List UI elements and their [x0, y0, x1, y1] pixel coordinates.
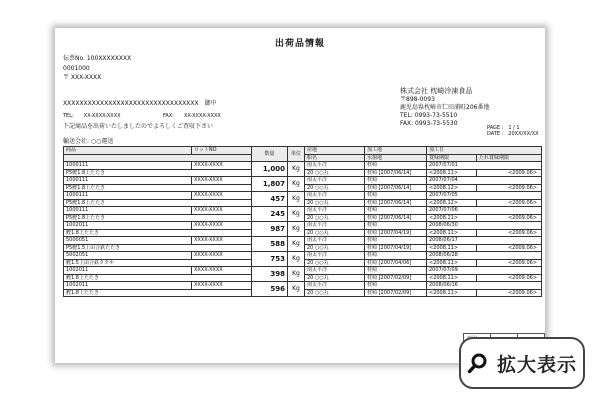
processing-place: 枕崎	[365, 282, 427, 290]
lot-number: XXXX-XXXX	[192, 267, 252, 275]
landing-place: 枕崎 [2007/06/14]	[365, 199, 427, 207]
product-code: 1000111	[64, 207, 192, 215]
lot-number: XXXX-XXXX	[192, 282, 252, 290]
product-name: P5鰹1.8上たたき	[64, 214, 252, 222]
product-code: 5000051	[64, 237, 192, 245]
sauce-best-before: <2009.06>	[477, 214, 542, 222]
landing-place: 枕崎 [2007/06/14]	[365, 169, 427, 177]
quantity: 1,000	[252, 162, 288, 177]
sauce-best-before: <2009.06>	[477, 199, 542, 207]
header-best-before: 賞味期限	[427, 154, 477, 162]
lot-number: XXXX-XXXX	[192, 177, 252, 185]
processing-place: 枕崎	[365, 207, 427, 215]
company-postal: 〒898-0093	[400, 96, 435, 103]
ship-name: 20 ○○丸	[305, 244, 365, 252]
header-qty: 数量	[252, 147, 288, 162]
product-code: 1000111	[64, 192, 192, 200]
product-name: P5鰹1.8上たたき	[64, 169, 252, 177]
company-name: 株式会社 枕崎冷凍食品	[400, 87, 473, 95]
header-proc-place: 加工地	[365, 147, 427, 155]
processing-date: 2007/07/06	[427, 207, 542, 215]
header-ship-name: 船名	[305, 154, 365, 162]
processing-date: 2007/07/05	[427, 192, 542, 200]
quantity: 588	[252, 237, 288, 252]
processing-date: 2008/06/17	[427, 237, 542, 245]
landing-place: 枕崎 [2007/02/09]	[365, 289, 427, 297]
unit: Kg	[288, 162, 305, 177]
unit: Kg	[288, 267, 305, 282]
table-row	[64, 282, 542, 290]
unit: Kg	[288, 222, 305, 237]
origin: 南太平洋	[305, 222, 365, 230]
quantity: 245	[252, 207, 288, 222]
customer-code: 0001000	[63, 65, 90, 72]
sauce-best-before: <2009.06>	[477, 274, 542, 282]
processing-date: 2007/07/04	[427, 177, 542, 185]
lot-number: XXXX-XXXX	[192, 162, 252, 170]
origin: 南太平洋	[305, 237, 365, 245]
landing-place: 枕崎 [2007/04/06]	[365, 259, 427, 267]
table-row	[64, 237, 542, 245]
document-title: 出荷品情報	[274, 39, 325, 49]
addressee: XXXXXXXXXXXXXXXXXXXXXXXXXXXXXXXXX 御中	[63, 100, 217, 107]
unit: Kg	[288, 237, 305, 252]
best-before: <2008.11>	[427, 289, 477, 297]
lot-number: XXXX-XXXX	[192, 192, 252, 200]
company-address: 鹿児島県枕崎市仁田浦町206番地	[400, 104, 490, 111]
page-number: PAGE : 1 / 1	[487, 125, 520, 131]
processing-date: 2007/07/01	[427, 162, 542, 170]
origin: 南太平洋	[305, 282, 365, 290]
lot-number: XXXX-XXXX	[192, 207, 252, 215]
table-row	[64, 192, 542, 200]
unit: Kg	[288, 282, 305, 297]
processing-place: 枕崎	[365, 252, 427, 260]
quantity: 457	[252, 192, 288, 207]
customer-fax: FAX: XX-XXXX-XXXX	[163, 113, 221, 119]
header-product: 商品	[64, 147, 192, 155]
product-name: P5鰹1.8上たたき	[64, 199, 252, 207]
header-unit: 単位	[288, 147, 305, 162]
ship-name: 20 ○○丸	[305, 199, 365, 207]
ship-name: 20 ○○丸	[305, 214, 365, 222]
table-row	[64, 207, 542, 215]
unit: Kg	[288, 252, 305, 267]
processing-place: 枕崎	[365, 162, 427, 170]
best-before: <2008.11>	[427, 169, 477, 177]
lot-number: XXXX-XXXX	[192, 222, 252, 230]
sauce-best-before: <2009.06>	[477, 289, 542, 297]
product-code: 1000111	[64, 162, 192, 170]
product-name: P5鰹1.8上たたき	[64, 184, 252, 192]
header-sub-best-before: たれ賞味期限	[477, 154, 542, 162]
product-code: 1002011	[64, 222, 192, 230]
quantity: 987	[252, 222, 288, 237]
best-before: <2008.12>	[427, 199, 477, 207]
origin: 南太平洋	[305, 162, 365, 170]
postal-code: 〒 XXX-XXXX	[63, 74, 102, 81]
quantity: 398	[252, 267, 288, 282]
ship-name: 20 ○○丸	[305, 184, 365, 192]
carrier: 輸送会社: ○○運送	[63, 138, 114, 145]
origin: 南太平洋	[305, 192, 365, 200]
magnifier-icon	[467, 352, 489, 374]
ship-name: 20 ○○丸	[305, 289, 365, 297]
shipment-table	[63, 146, 542, 297]
product-name: 鰹1.5上由合鉄タタキ	[64, 259, 252, 267]
origin: 南太平洋	[305, 177, 365, 185]
best-before: <2008.11>	[427, 259, 477, 267]
landing-place: 枕崎 [2007/02/09]	[365, 274, 427, 282]
company-tel: TEL: 0993-73-5510	[400, 112, 458, 119]
processing-date: 2008/06/28	[427, 252, 542, 260]
product-code: 5002051	[64, 252, 192, 260]
product-code: 1002011	[64, 282, 192, 290]
slip-number: 伝票No. 100XXXXXXXX	[63, 55, 132, 62]
sauce-best-before: <2009.06>	[477, 244, 542, 252]
header-raw-place: 水揚地	[365, 154, 427, 162]
header-proc-date: 加工日	[427, 147, 542, 155]
customer-tel: TEL: XX-XXXX-XXXX	[63, 113, 121, 119]
table-header	[64, 147, 542, 162]
unit: Kg	[288, 192, 305, 207]
table-row	[64, 177, 542, 185]
table-row	[64, 162, 542, 170]
product-name: 鰹1.8上たたき	[64, 289, 252, 297]
ship-name: 20 ○○丸	[305, 229, 365, 237]
company-fax: FAX: 0993-73-5530	[400, 120, 458, 127]
processing-place: 枕崎	[365, 192, 427, 200]
table-row	[64, 252, 542, 260]
table-row	[64, 222, 542, 230]
product-code: 1000111	[64, 177, 192, 185]
product-name: P5鰹1.5上由合鉄たたき	[64, 244, 252, 252]
unit: Kg	[288, 177, 305, 192]
zoom-view-label: 拡大表示	[496, 353, 577, 376]
landing-place: 枕崎 [2007/06/14]	[365, 184, 427, 192]
processing-place: 枕崎	[365, 267, 427, 275]
table-row	[64, 267, 542, 275]
document-date: DATE : 20XX/XX/XX	[487, 131, 539, 137]
origin: 南太平洋	[305, 207, 365, 215]
ship-name: 20 ○○丸	[305, 274, 365, 282]
processing-date: 2007/07/09	[427, 267, 542, 275]
best-before: <2008.11>	[427, 214, 477, 222]
lot-number: XXXX-XXXX	[192, 237, 252, 245]
product-name: 鰹1.8上たたき	[64, 229, 252, 237]
quantity: 1,807	[252, 177, 288, 192]
table-body	[64, 162, 542, 297]
zoom-view-button[interactable]	[459, 337, 585, 389]
processing-place: 枕崎	[365, 237, 427, 245]
best-before: <2008.11>	[427, 274, 477, 282]
sauce-best-before: <2009.06>	[477, 184, 542, 192]
header-origin: 産地	[305, 147, 365, 155]
quantity: 753	[252, 252, 288, 267]
product-name: 鰹1.8上たたき	[64, 274, 252, 282]
processing-place: 枕崎	[365, 177, 427, 185]
origin: 南太平洋	[305, 252, 365, 260]
product-code: 1002011	[64, 267, 192, 275]
unit: Kg	[288, 207, 305, 222]
origin: 南太平洋	[305, 267, 365, 275]
landing-place: 枕崎 [2007/04/19]	[365, 229, 427, 237]
processing-date: 2008/06/16	[427, 282, 542, 290]
best-before: <2008.11>	[427, 244, 477, 252]
landing-place: 枕崎 [2007/06/14]	[365, 214, 427, 222]
processing-place: 枕崎	[365, 222, 427, 230]
processing-date: 2008/06/30	[427, 222, 542, 230]
ship-name: 20 ○○丸	[305, 259, 365, 267]
shipment-note: 下記商品を出荷いたしましたのでよろしくご査収下さい	[63, 123, 214, 130]
sauce-best-before: <2009.06>	[477, 169, 542, 177]
ship-name: 20 ○○丸	[305, 169, 365, 177]
sauce-best-before: <2009.06>	[477, 259, 542, 267]
quantity: 596	[252, 282, 288, 297]
shipping-document	[55, 28, 545, 363]
sauce-best-before: <2009.06>	[477, 229, 542, 237]
best-before: <2008.11>	[427, 229, 477, 237]
landing-place: 枕崎 [2007/04/19]	[365, 244, 427, 252]
lot-number: XXXX-XXXX	[192, 252, 252, 260]
header-lot: ロットNO	[192, 147, 252, 155]
best-before: <2008.12>	[427, 184, 477, 192]
